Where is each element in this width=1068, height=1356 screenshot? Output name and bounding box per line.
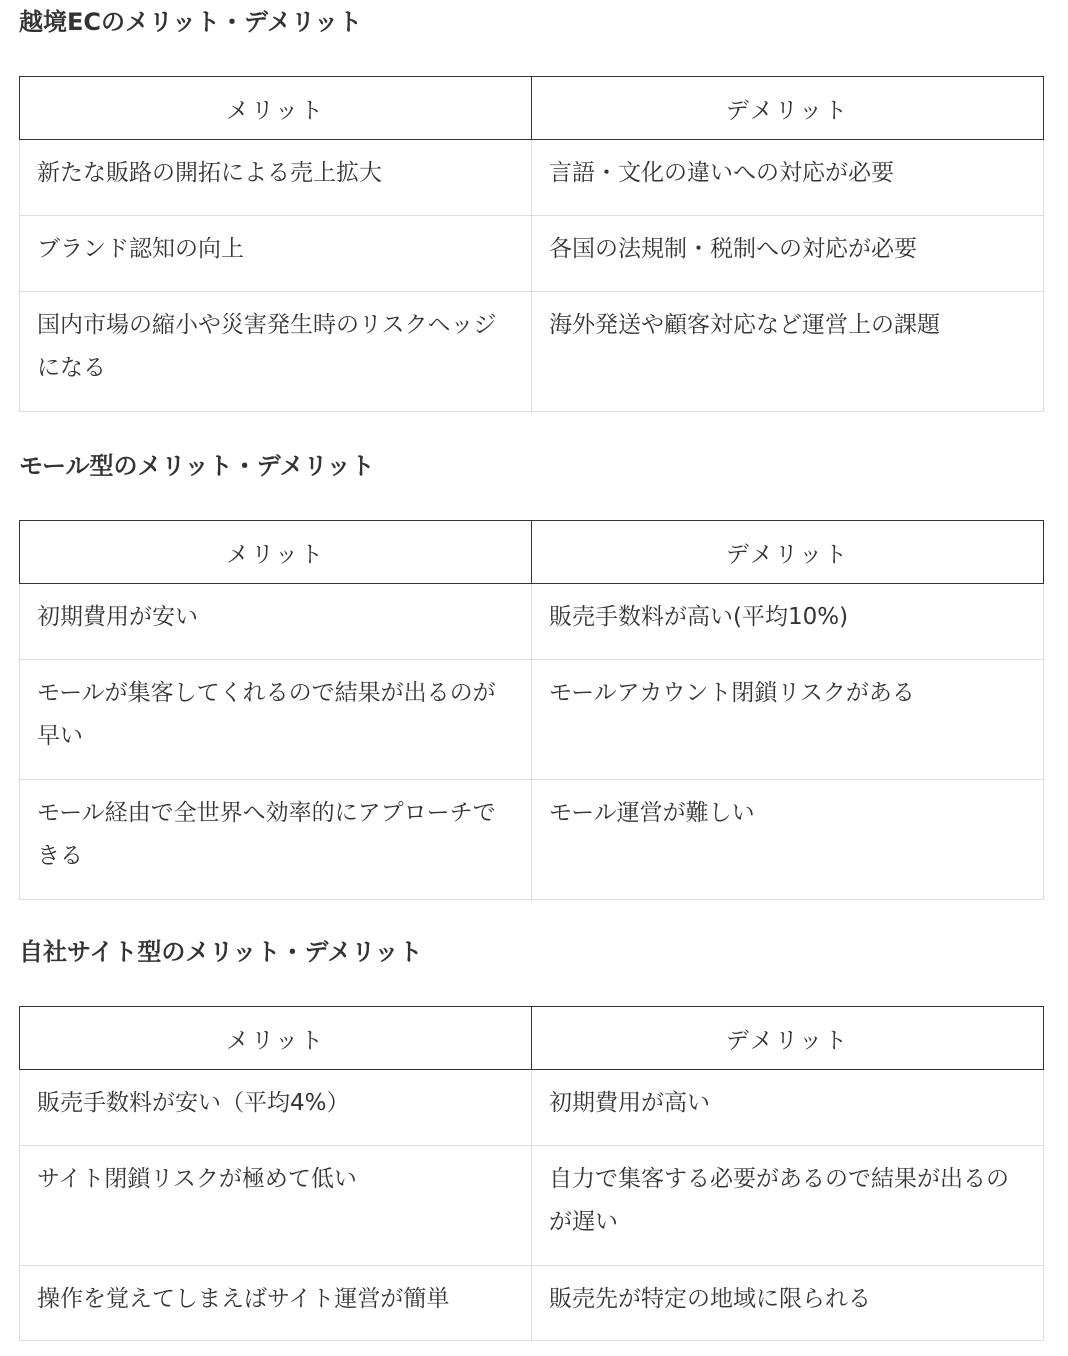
merit-text: 新たな販路の開拓による売上拡大 <box>37 160 382 186</box>
merit-demerit-table <box>19 520 1044 900</box>
demerit-text: 自力で集客する必要があるので結果が出るのが遅い <box>549 1166 1009 1235</box>
merit-text: ブランド認知の向上 <box>37 236 244 262</box>
header-demerit: デメリット <box>532 77 1044 140</box>
demerit-text: 各国の法規制・税制への対応が必要 <box>549 236 917 262</box>
demerit-cell <box>532 660 1044 780</box>
table-header-row <box>20 521 1044 584</box>
demerit-text: 海外発送や顧客対応など運営上の課題 <box>549 312 940 338</box>
merit-demerit-table <box>19 1006 1044 1341</box>
demerit-text: モールアカウント閉鎖リスクがある <box>549 680 915 706</box>
merit-text: モールが集客してくれるので結果が出るのが早い <box>37 680 496 749</box>
demerit-cell <box>532 1146 1044 1266</box>
merit-cell <box>20 780 532 900</box>
merit-cell <box>20 584 532 660</box>
table-row <box>20 292 1044 412</box>
table-row <box>20 780 1044 900</box>
merit-cell <box>20 1266 532 1341</box>
demerit-text: 販売手数料が高い(平均10%) <box>549 604 849 630</box>
table-row <box>20 1266 1044 1341</box>
demerit-cell <box>532 1266 1044 1341</box>
merit-cell <box>20 140 532 216</box>
table-row <box>20 584 1044 660</box>
demerit-cell <box>532 216 1044 292</box>
merit-cell <box>20 216 532 292</box>
header-demerit: デメリット <box>532 1007 1044 1070</box>
merit-cell <box>20 660 532 780</box>
demerit-text: 言語・文化の違いへの対応が必要 <box>549 160 894 186</box>
header-merit: メリット <box>20 77 532 140</box>
demerit-text: 初期費用が高い <box>549 1090 710 1116</box>
merit-text: サイト閉鎖リスクが極めて低い <box>37 1166 357 1192</box>
table-row <box>20 1070 1044 1146</box>
demerit-text: モール運営が難しい <box>549 800 755 826</box>
merit-text: 国内市場の縮小や災害発生時のリスクヘッジになる <box>37 312 497 381</box>
demerit-cell <box>532 1070 1044 1146</box>
demerit-cell <box>532 780 1044 900</box>
header-merit: メリット <box>20 1007 532 1070</box>
table-header-row <box>20 1007 1044 1070</box>
merit-text: モール経由で全世界へ効率的にアプローチできる <box>37 800 496 869</box>
merit-cell <box>20 1070 532 1146</box>
table-row <box>20 140 1044 216</box>
header-demerit: デメリット <box>532 521 1044 584</box>
demerit-cell <box>532 292 1044 412</box>
merit-text: 販売手数料が安い（平均4%） <box>37 1090 350 1116</box>
merit-cell <box>20 1146 532 1266</box>
merit-text: 操作を覚えてしまえばサイト運営が簡単 <box>37 1286 450 1312</box>
demerit-cell <box>532 584 1044 660</box>
section-title: モール型のメリット・デメリット <box>19 452 375 480</box>
demerit-cell <box>532 140 1044 216</box>
section-title: 自社サイト型のメリット・デメリット <box>19 938 423 966</box>
table-header-row <box>20 77 1044 140</box>
table-row <box>20 660 1044 780</box>
table-row <box>20 1146 1044 1266</box>
table-row <box>20 216 1044 292</box>
header-merit: メリット <box>20 521 532 584</box>
section-title: 越境ECのメリット・デメリット <box>19 8 363 36</box>
merit-cell <box>20 292 532 412</box>
merit-demerit-table <box>19 76 1044 412</box>
merit-text: 初期費用が安い <box>37 604 198 630</box>
demerit-text: 販売先が特定の地域に限られる <box>549 1286 871 1312</box>
